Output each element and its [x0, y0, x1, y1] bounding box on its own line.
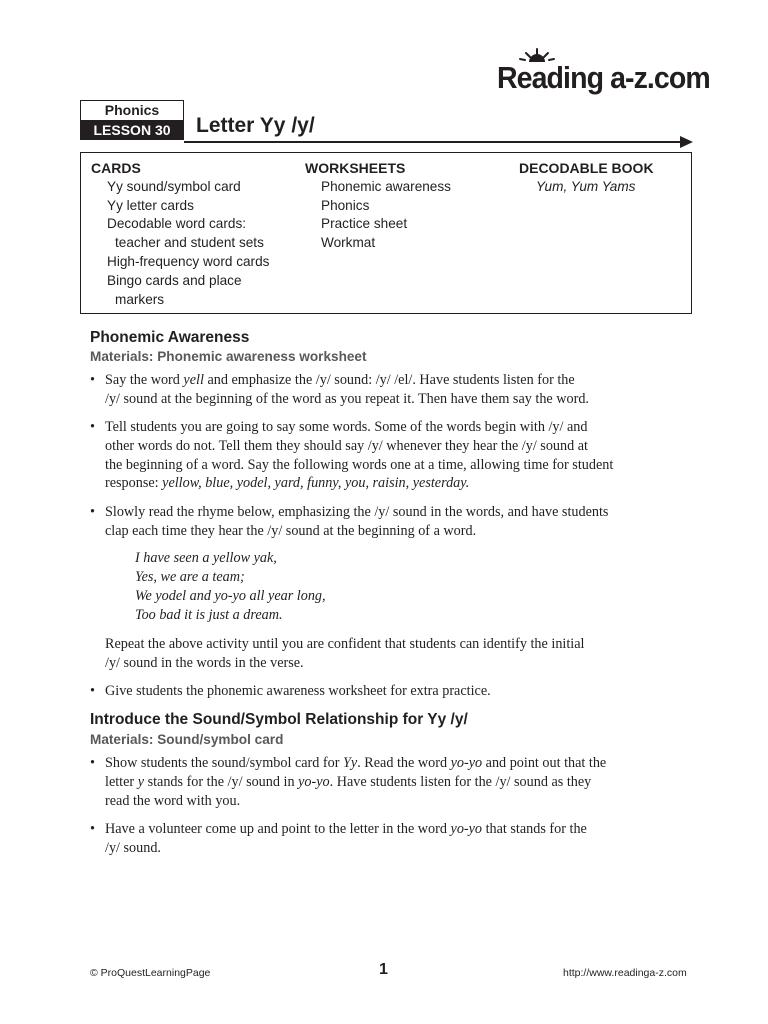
text-line: /y/ sound in the words in the verse. — [105, 654, 304, 671]
title-rule — [184, 141, 684, 143]
materials-line: Materials: Phonemic awareness worksheet — [90, 349, 367, 364]
text-line: /y/ sound at the beginning of the word as you repeat it. Then have them say the word. — [105, 390, 589, 407]
text-line: Tell students you are going to say some words. Some of the words begin with /y/ and — [105, 419, 588, 435]
book-title: Yum, Yum Yams — [536, 178, 636, 194]
text-run: Yy — [343, 755, 358, 771]
footer-url-link[interactable]: http://www.readinga-z.com — [563, 967, 687, 979]
text-line: read the word with you. — [105, 792, 241, 809]
worksheets-heading: WORKSHEETS — [305, 160, 406, 176]
text-line: Repeat the above activity until you are confident that students can identify the initial — [105, 636, 585, 652]
rhyme-line: Too bad it is just a dream. — [135, 607, 283, 623]
text-run: yo-yo — [450, 821, 483, 837]
list-item: Yy letter cards — [107, 197, 194, 213]
bullet-icon: • — [90, 683, 95, 699]
text-run: Say the word — [105, 372, 184, 388]
rhyme-line: We yodel and yo-yo all year long, — [135, 588, 326, 604]
text-line: other words do not. Tell them they should say /y/ whenever they hear the /y/ sound at — [105, 437, 588, 454]
text-line: Give students the phonemic awareness worksheet for extra practice. — [105, 683, 491, 699]
text-run: . Have students listen for the /y/ sound as they — [329, 773, 592, 790]
list-item: High-frequency word cards — [107, 253, 270, 269]
bullet-icon: • — [90, 419, 95, 435]
footer-copyright: © ProQuestLearningPage — [90, 967, 211, 979]
text-run: stands for the /y/ sound in — [144, 773, 299, 790]
text-line: the beginning of a word. Say the following words one at a time, allowing time for student — [105, 456, 614, 473]
rhyme-line: Yes, we are a team; — [135, 569, 245, 585]
text-run: and emphasize the /y/ sound: /y/ /el/. Have students listen for the — [203, 372, 575, 388]
text-run: yo-yo — [298, 773, 330, 790]
list-item: markers — [115, 291, 165, 307]
decodable-book-column — [519, 159, 689, 197]
bullet-icon: • — [90, 821, 95, 837]
text-line: Slowly read the rhyme below, emphasizing the /y/ sound in the words, and have students — [105, 504, 609, 520]
list-item: Yy sound/symbol card — [107, 178, 241, 194]
list-item: teacher and student sets — [115, 235, 264, 251]
text-run: yellow, blue, yodel, yard, funny, you, raisin, yesterday. — [162, 475, 470, 492]
bullet-icon: • — [90, 755, 95, 771]
text-line: /y/ sound. — [105, 839, 161, 856]
page-number: 1 — [379, 961, 388, 978]
bullet-icon: • — [90, 372, 95, 388]
text-run: . Read the word — [357, 755, 451, 771]
text-run: that stands for the — [482, 821, 587, 837]
list-item: Phonics — [321, 197, 370, 213]
list-item: Workmat — [321, 235, 376, 251]
list-item: Bingo cards and place — [107, 272, 242, 288]
cards-heading: CARDS — [91, 160, 141, 176]
rhyme-line: I have seen a yellow yak, — [135, 550, 277, 566]
rhyme-verse — [135, 549, 326, 625]
cards-column — [91, 159, 301, 309]
subject-label: Phonics — [80, 100, 184, 120]
bullet-icon: • — [90, 504, 95, 520]
list-item: Decodable word cards: — [107, 216, 247, 232]
section-heading-introduce: Introduce the Sound/Symbol Relationship for Yy /y/ — [90, 711, 468, 728]
worksheets-column — [305, 159, 505, 253]
logo-text: Reading a-z.com — [497, 60, 710, 95]
reading-az-logo[interactable] — [497, 56, 710, 106]
text-run: yo-yo — [450, 755, 483, 771]
list-item: Practice sheet — [321, 216, 408, 232]
materials-line: Materials: Sound/symbol card — [90, 732, 284, 747]
text-run: yell — [183, 372, 204, 388]
repeat-paragraph — [105, 635, 584, 673]
text-run: Show students the sound/symbol card for — [105, 755, 344, 771]
arrow-right-icon — [680, 136, 693, 148]
text-run: letter — [105, 773, 138, 790]
section-heading-phonemic-awareness: Phonemic Awareness — [90, 329, 250, 346]
text-run: y — [137, 773, 145, 790]
text-run: Have a volunteer come up and point to the letter in the word — [105, 821, 451, 837]
lesson-number: LESSON 30 — [80, 120, 184, 140]
text-run: response: — [105, 475, 163, 492]
lesson-title: Letter Yy /y/ — [196, 114, 315, 137]
text-line: clap each time they hear the /y/ sound at the beginning of a word. — [105, 522, 477, 539]
list-item: Phonemic awareness — [321, 178, 451, 194]
materials-box — [80, 152, 692, 314]
lesson-tag — [80, 100, 184, 142]
decodable-book-heading: DECODABLE BOOK — [519, 160, 654, 176]
text-run: and point out that the — [482, 755, 607, 771]
